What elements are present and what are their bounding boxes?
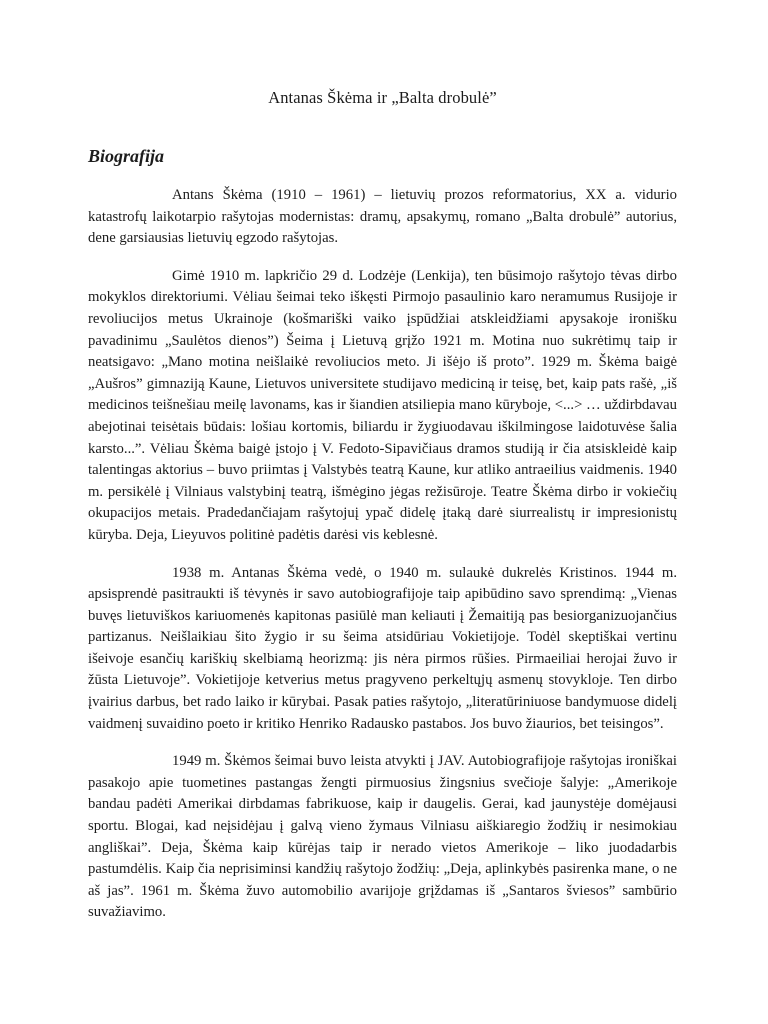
paragraph-intro: Antans Škėma (1910 – 1961) – lietuvių prozos reformatorius, XX a. vidurio katastrofų laikotarpio rašytojas modernistas: dramų, apsakymų, romano „Balta drobulė” autorius, dene garsiausias lietuvių egzodo rašytojas. (88, 187, 677, 247)
document-title: Antanas Škėma ir „Balta drobulė” (268, 88, 497, 107)
paragraph-america: 1949 m. Škėmos šeimai buvo leista atvykti į JAV. Autobiografijoje rašytojas ironiškai pasakojo apie tuometines pastangas žengti pirmuosius žingsnius svečioje šalyje: „Amerikoje bandau padėti Amerikai dirbdamas fabrikuose, kaip ir daugelis. Gerai, kad jaunystėje domėjausi sportu. Blogai, kad neįsidėjau į galvą vieno žymaus Vilniasu aiškiaregio žodžių ir nesimokiau angliškai”. Deja, Škėma kaip kūrėjas taip ir nerado vietos Amerikoje – liko juodadarbis pastumdėlis. Kaip čia neprisiminsi kandžių rašytojo žodžių: „Deja, aplinkybės pasirenka mane, o ne aš jas”. 1961 m. Škėma žuvo automobilio avarijoje grįždamas iš „Santaros šviesos” sambūrio suvažiavimo. (88, 753, 677, 921)
paragraph-emigration: 1938 m. Antanas Škėma vedė, o 1940 m. sulaukė dukrelės Kristinos. 1944 m. apsisprendė pasitraukti iš tėvynės ir savo autobiografijoje taip apibūdino savo sprendimą: „Vienas buvęs lietuviškos kariuomenės kapitonas pasiūlė man keliauti į Žemaitiją pas besiorganizuojančius partizanus. Neišlaikiau šito žygio ir su šeima atsidūriau Vokietijoje. Todėl skeptiškai vertinu išeivoje esančių kariškių skelbiamą heorizmą: jis nėra pirmos rūšies. Pirmaeiliai herojai žuvo ir žūsta Lietuvoje”. Vokietijoje ketverius metus pragyveno perkeltųjų asmenų stovykloje. Ten dirbo įvairius darbus, bet rado laiko ir kūrybai. Pasak paties rašytojo, „literatūriniuose bandymuose didelį vaidmenį suvaidino poeto ir kritiko Henriko Radausko pastabos. Jos buvo žiaurios, bet teisingos”. (88, 564, 677, 732)
section-heading-biografija: Biografija (88, 146, 165, 166)
paragraph-early-life: Gimė 1910 m. lapkričio 29 d. Lodzėje (Lenkija), ten būsimojo rašytojo tėvas dirbo mokyklos direktoriumi. Vėliau šeimai teko iškęsti Pirmojo pasaulinio karo neramumus Rusijoje ir revoliucijos metus Ukrainoje (košmariški vaiko įspūdžiai atskleidžiami apysakoje ironišku pavadinimu „Saulėtos dienos”) Šeima į Lietuvą grįžo 1921 m. Motina nuo sukrėtimų taip ir neatsigavo: „Mano motina neišlaikė revoliucios meto. Ji išėjo iš proto”. 1929 m. Škėma baigė „Aušros” gimnaziją Kaune, Lietuvos universitete studijavo mediciną ir teisę, bet, kaip pats rašė, „iš medicinos teišnešiau meilę lavonams, kas ir šiandien atsiliepia mano kūryboje, <...> … uždirbdavau abejotinai teisėtais būdais: lošiau kortomis, biliardu ir žygiuodavau iškilmingose laidotuvėse šalia karsto...”. Vėliau Škėma baigė įstojo į V. Fedoto-Sipavičiaus dramos studiją ir čia atsiskleidė kaip talentingas aktorius – buvo priimtas į Valstybės teatrą Kaune, kur atliko antraeilius vaidmenis. 1940 m. persikėlė į Vilniaus valstybinį teatrą, išmėgino jėgas režisūroje. Teatre Škėma dirbo ir vokiečių okupacijos metais. Pradedančiajam rašytojuį ypač didelę įtaką darė siurrealistų ir impresionistų kūryba. Deja, Lieyuvos politinė padėtis darėsi vis keblesnė. (88, 267, 677, 543)
document-page (88, 88, 677, 940)
